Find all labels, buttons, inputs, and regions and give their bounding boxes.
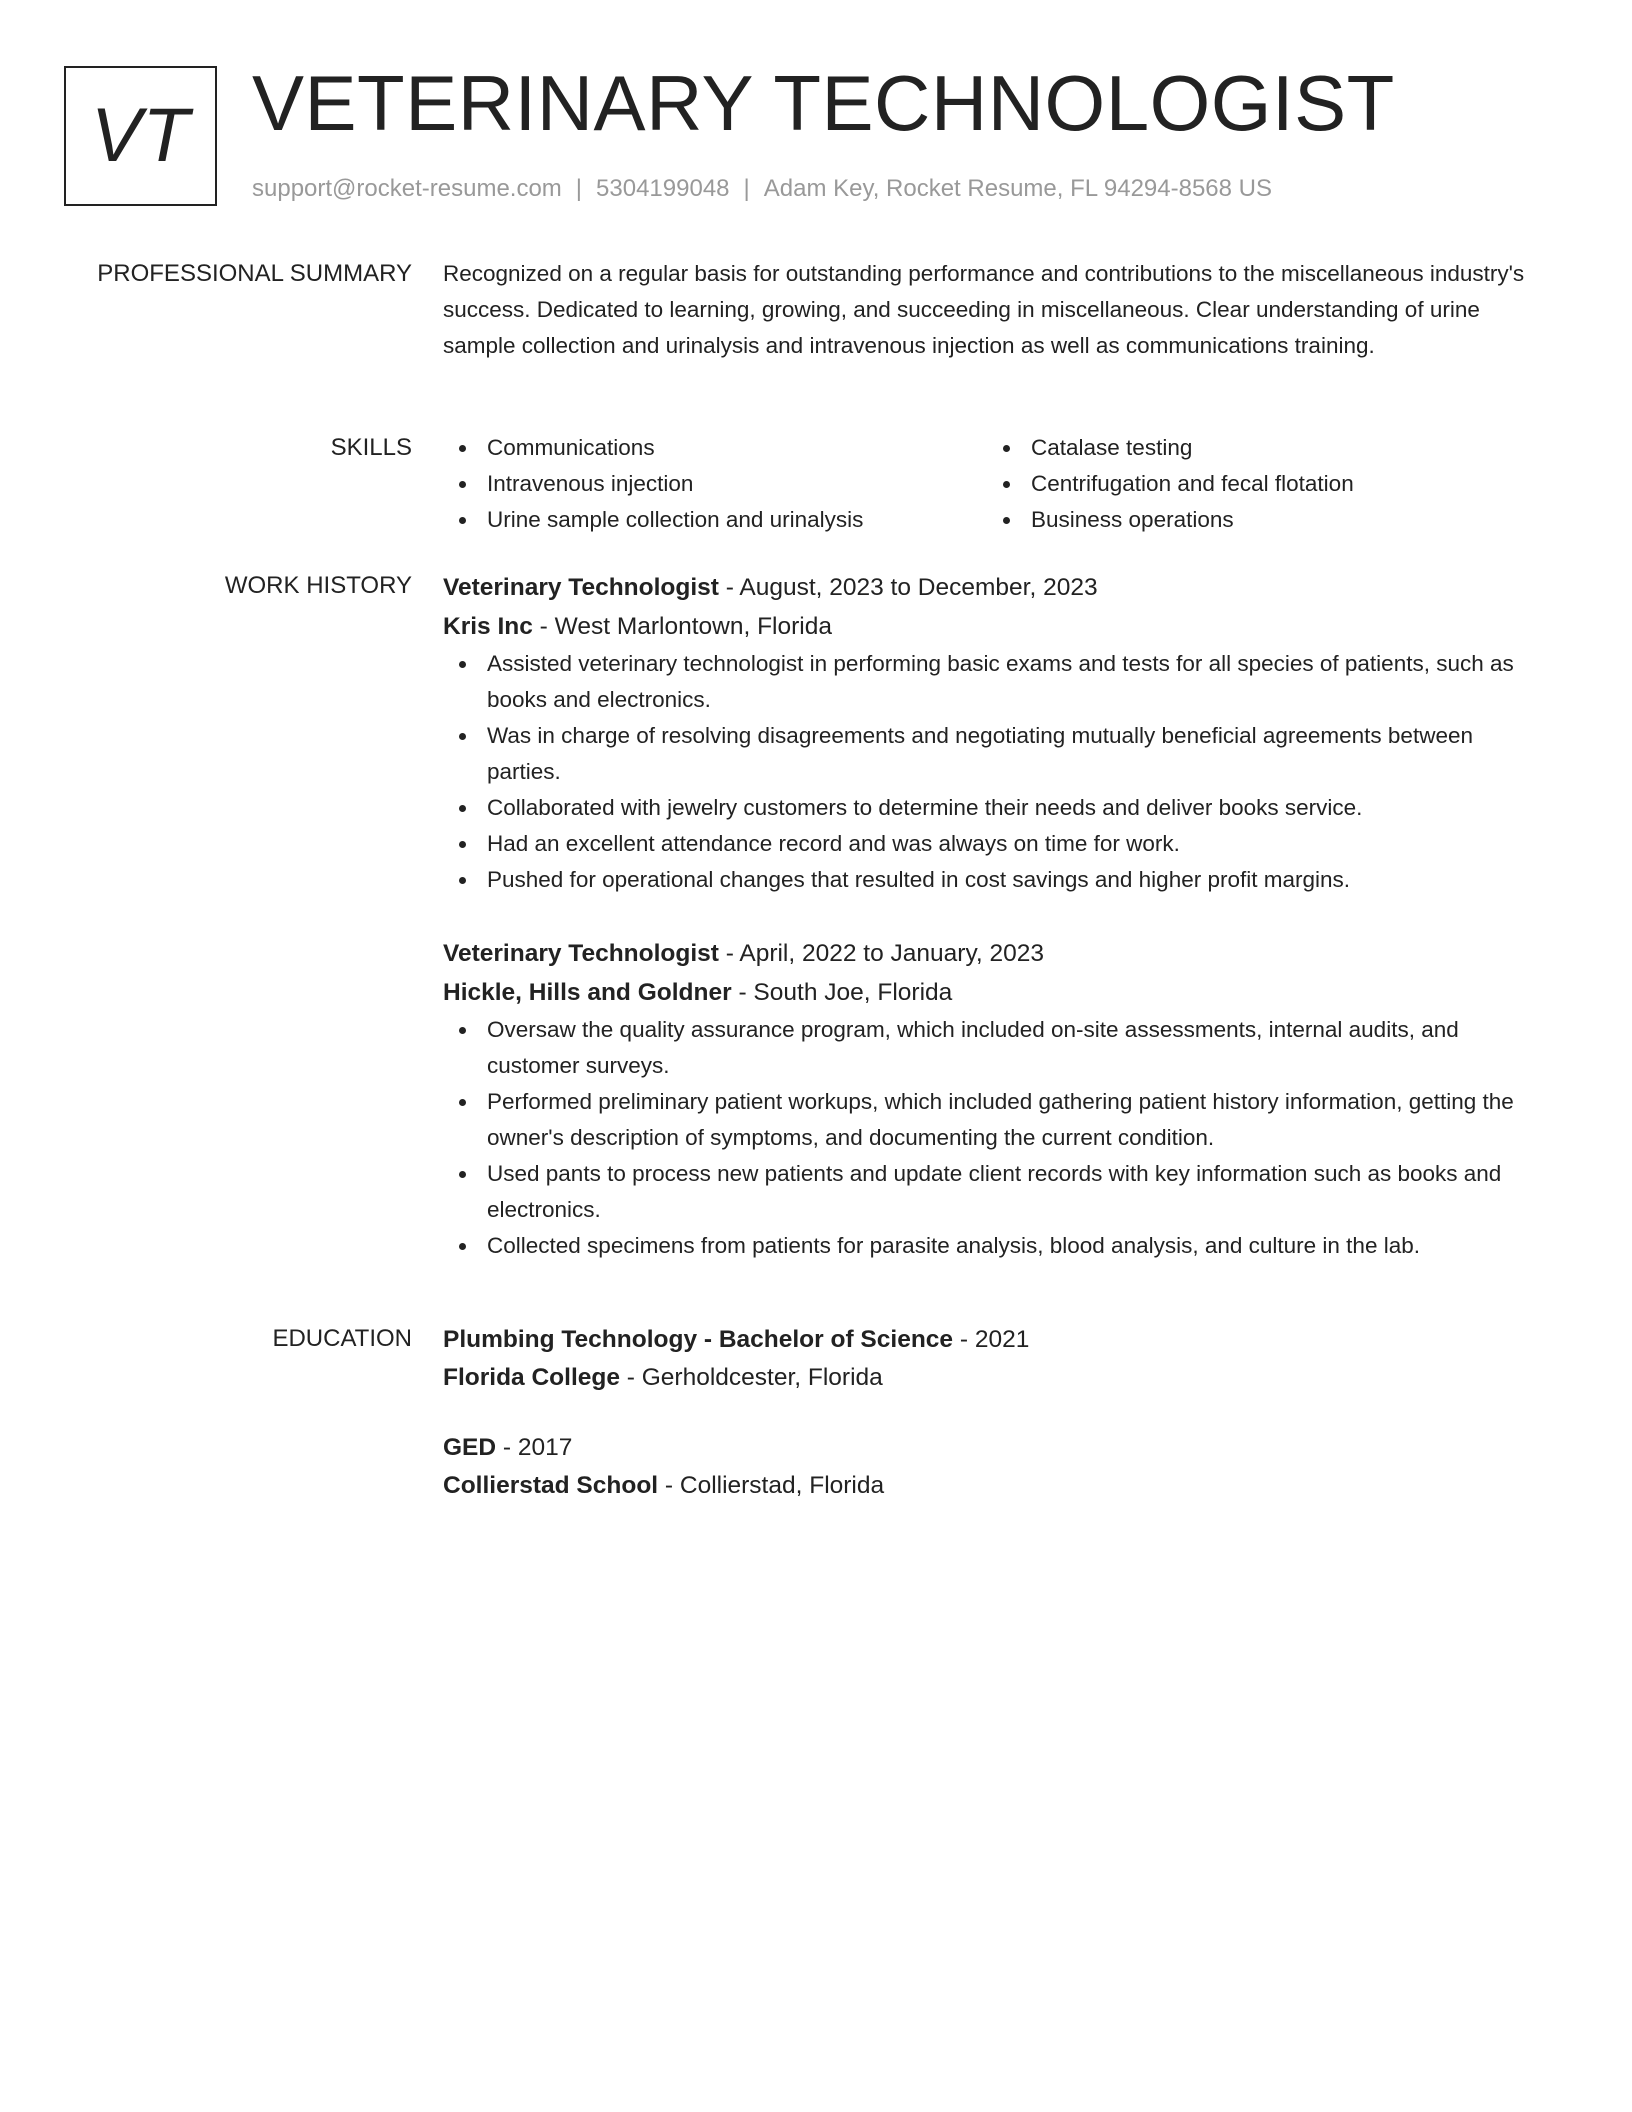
school-location: Collierstad, Florida: [679, 1472, 885, 1499]
bullet-dot: [1003, 481, 1010, 488]
job-bullet: [443, 790, 1553, 826]
skill-item-text: Urine sample collection and urinalysis: [487, 507, 864, 532]
bullet-dot: [459, 841, 466, 848]
bullet-dot: [459, 733, 466, 740]
contact-address: Adam Key, Rocket Resume, FL 94294-8568 US: [763, 175, 1273, 202]
contact-separator: |: [743, 175, 750, 202]
summary-text: Recognized on a regular basis for outstanding performance and contributions to the miscellaneous industry's success. Dedicated to learning, growing, and succeeding in miscellaneous. Clear understanding of urine sample collection and urinalysis and intravenous injection as well as communications training.: [443, 261, 1525, 358]
contact-separator: |: [575, 175, 583, 202]
monogram-box: [64, 66, 217, 206]
job-entry: [443, 568, 1553, 898]
summary-body: [443, 256, 1553, 364]
dash-separator: -: [496, 1434, 518, 1461]
job-title: Veterinary Technologist: [443, 940, 719, 967]
school-name: Collierstad School: [443, 1472, 659, 1499]
bullet-dot: [459, 1027, 466, 1034]
job-company-line: [443, 973, 1553, 1012]
degree-year: 2017: [517, 1434, 573, 1461]
school-location: Gerholdcester, Florida: [641, 1364, 883, 1391]
job-bullet: [443, 718, 1553, 790]
skill-item: [443, 466, 987, 502]
bullet-dot: [459, 805, 466, 812]
degree-year: 2021: [974, 1326, 1030, 1353]
work-history-heading: WORK HISTORY: [224, 572, 412, 599]
dash-separator: -: [953, 1326, 975, 1353]
job-title: Veterinary Technologist: [443, 574, 719, 601]
job-company: Kris Inc: [443, 613, 533, 640]
summary-heading: PROFESSIONAL SUMMARY: [97, 260, 412, 287]
bullet-dot: [459, 517, 466, 524]
skill-item-text: Catalase testing: [1031, 435, 1193, 460]
dash-separator: -: [658, 1472, 680, 1499]
bullet-dot: [1003, 517, 1010, 524]
school-line: [443, 1467, 1553, 1505]
education-entry: [443, 1429, 1553, 1505]
dash-separator: -: [718, 574, 740, 601]
contact-email: support@rocket-resume.com: [252, 175, 562, 202]
skills-body: [443, 430, 1553, 538]
bullet-dot: [459, 1099, 466, 1106]
bullet-dot: [1003, 445, 1010, 452]
job-bullet-text: Collected specimens from patients for parasite analysis, blood analysis, and culture in the lab.: [487, 1233, 1420, 1258]
job-location: West Marlontown, Florida: [554, 613, 832, 640]
job-bullet-text: Oversaw the quality assurance program, which included on-site assessments, internal audits, and customer surveys.: [487, 1017, 1459, 1078]
job-company: Hickle, Hills and Goldner: [443, 979, 732, 1006]
job-company-line: [443, 607, 1553, 646]
bullet-dot: [459, 661, 466, 668]
work-history-body: [443, 568, 1553, 1264]
skill-item-text: Centrifugation and fecal flotation: [1031, 471, 1354, 496]
bullet-dot: [459, 445, 466, 452]
job-dates: April, 2022 to January, 2023: [739, 940, 1044, 967]
skill-item-text: Intravenous injection: [487, 471, 694, 496]
job-bullet-text: Collaborated with jewelry customers to determine their needs and deliver books service.: [487, 795, 1363, 820]
degree-name: GED: [443, 1434, 497, 1461]
job-bullet: [443, 646, 1553, 718]
skill-item: [443, 430, 987, 466]
job-bullet-text: Assisted veterinary technologist in performing basic exams and tests for all species of patients, such as books and electronics.: [487, 651, 1514, 712]
school-line: [443, 1359, 1553, 1397]
dash-separator: -: [718, 940, 740, 967]
job-location: South Joe, Florida: [753, 979, 953, 1006]
job-entry: [443, 934, 1553, 1264]
job-bullet-text: Performed preliminary patient workups, which included gathering patient history information, getting the owner's description of symptoms, and documenting the current condition.: [487, 1089, 1514, 1150]
job-bullet: [443, 1228, 1553, 1264]
job-bullet: [443, 862, 1553, 898]
bullet-dot: [459, 481, 466, 488]
job-bullet: [443, 1012, 1553, 1084]
job-bullets: [443, 646, 1553, 898]
dash-separator: -: [619, 1364, 642, 1391]
skill-item-text: Business operations: [1031, 507, 1234, 532]
job-bullet-text: Had an excellent attendance record and was always on time for work.: [487, 831, 1180, 856]
job-bullet: [443, 1156, 1553, 1228]
job-bullet-text: Was in charge of resolving disagreements and negotiating mutually beneficial agreements between parties.: [487, 723, 1473, 784]
dash-separator: -: [532, 613, 555, 640]
skills-heading: SKILLS: [330, 434, 412, 461]
education-heading: EDUCATION: [272, 1325, 412, 1352]
school-name: Florida College: [443, 1364, 620, 1391]
resume-title: VETERINARY TECHNOLOGIST: [252, 59, 1395, 147]
skill-item: [443, 502, 987, 538]
skills-column-right: [987, 430, 1531, 538]
skill-item-text: Communications: [487, 435, 655, 460]
job-title-line: [443, 568, 1553, 607]
contact-line: [252, 172, 1272, 206]
bullet-dot: [459, 1171, 466, 1178]
job-bullet-text: Pushed for operational changes that resulted in cost savings and higher profit margins.: [487, 867, 1351, 892]
job-bullets: [443, 1012, 1553, 1264]
monogram-initials: VT: [90, 93, 191, 178]
contact-phone: 5304199048: [596, 175, 730, 202]
dash-separator: -: [731, 979, 754, 1006]
degree-name: Plumbing Technology - Bachelor of Science: [443, 1326, 954, 1353]
job-bullet: [443, 1084, 1553, 1156]
skill-item: [987, 430, 1531, 466]
job-bullet: [443, 826, 1553, 862]
skill-item: [987, 502, 1531, 538]
bullet-dot: [459, 1243, 466, 1250]
degree-line: [443, 1429, 1553, 1467]
job-bullet-text: Used pants to process new patients and update client records with key information such as books and electronics.: [487, 1161, 1502, 1222]
skills-column-left: [443, 430, 987, 538]
bullet-dot: [459, 877, 466, 884]
degree-line: [443, 1321, 1553, 1359]
skill-item: [987, 466, 1531, 502]
education-body: [443, 1321, 1553, 1505]
job-title-line: [443, 934, 1553, 973]
job-dates: August, 2023 to December, 2023: [739, 574, 1098, 601]
education-entry: [443, 1321, 1553, 1397]
